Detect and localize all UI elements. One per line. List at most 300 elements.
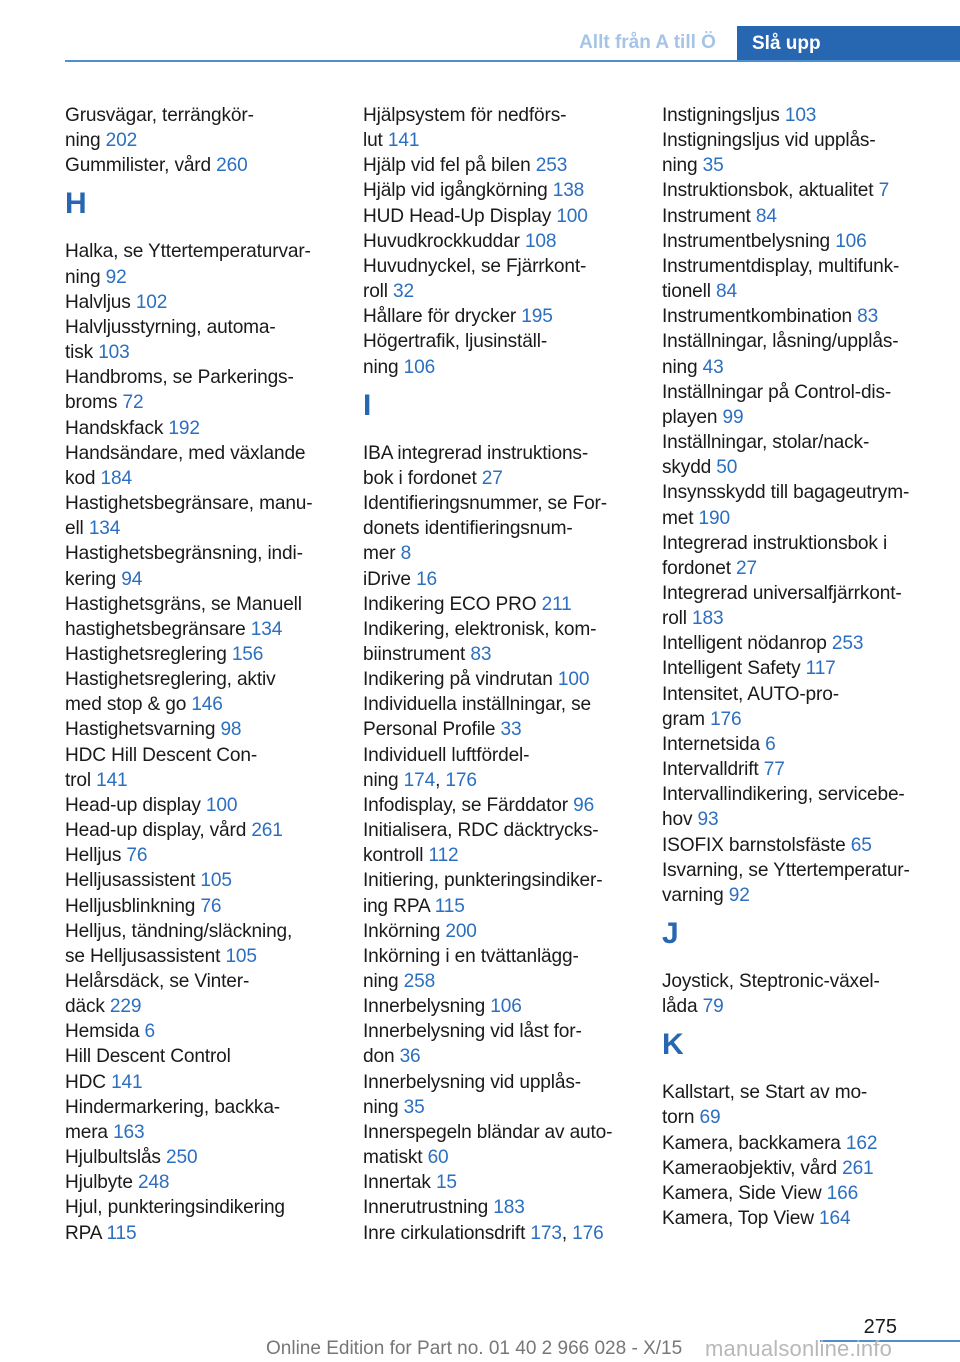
page-reference-link[interactable]: 76 — [200, 895, 222, 917]
index-entry — [662, 455, 948, 480]
page-reference-link[interactable]: 253 — [831, 633, 864, 655]
index-entry — [363, 919, 649, 944]
index-entry — [662, 556, 948, 581]
index-term: hov — [662, 809, 693, 831]
page-reference-link[interactable]: 106 — [403, 356, 436, 378]
page-reference-link[interactable]: 92 — [105, 266, 127, 288]
index-entry — [662, 204, 948, 229]
index-entry — [363, 1095, 649, 1120]
page-reference-link[interactable]: 105 — [200, 870, 232, 892]
index-term: Instrumentkombination — [662, 306, 853, 328]
index-entry — [65, 103, 351, 128]
index-entry — [363, 592, 649, 617]
index-entry — [65, 969, 351, 994]
index-entry — [363, 304, 649, 329]
index-term: Grusvägar, terrängkör- — [65, 105, 254, 126]
index-entry — [65, 416, 351, 441]
index-entry — [65, 365, 351, 390]
index-term: Hastighetsreglering, aktiv — [65, 669, 276, 691]
index-term: broms — [65, 392, 118, 414]
index-term: ning — [65, 266, 101, 288]
index-entry — [363, 355, 649, 380]
index-entry — [65, 743, 351, 768]
index-term: Högertrafik, ljusinställ- — [363, 331, 548, 353]
index-term: lut — [363, 130, 383, 152]
page-reference-link[interactable]: 174 — [403, 769, 436, 791]
index-entry — [662, 329, 948, 354]
index-term: Handskfack — [65, 417, 164, 439]
page-reference-link[interactable]: 77 — [763, 759, 785, 781]
index-term: kod — [65, 467, 96, 489]
page-reference-link[interactable]: 229 — [109, 996, 142, 1018]
index-term: Hjälp vid igångkörning — [363, 180, 548, 202]
index-term: roll — [662, 608, 687, 630]
index-entry — [363, 1070, 649, 1095]
page-reference-link[interactable]: 100 — [556, 205, 588, 227]
index-entry — [662, 229, 948, 254]
index-entry — [662, 355, 948, 380]
index-term: Personal Profile — [363, 719, 496, 741]
page-reference-link[interactable]: 103 — [784, 105, 817, 126]
index-term: Hill Descent Control — [65, 1046, 231, 1068]
page-reference-link[interactable]: 50 — [716, 457, 738, 479]
index-entry — [65, 315, 351, 340]
page-reference-link[interactable]: 176 — [572, 1222, 604, 1244]
index-entry — [65, 153, 351, 178]
index-entry — [363, 743, 649, 768]
index-term: Individuella inställningar, se — [363, 694, 591, 716]
index-entry — [363, 617, 649, 642]
page-reference-link[interactable]: 35 — [702, 155, 724, 177]
index-term: Kameraobjektiv, vård — [662, 1157, 837, 1179]
index-term: don — [363, 1046, 395, 1068]
page-reference-link[interactable]: 100 — [205, 794, 238, 816]
index-entry — [65, 868, 351, 893]
page-reference-link[interactable]: 173 — [530, 1222, 562, 1244]
index-term: RPA — [65, 1222, 102, 1244]
index-term: Innerbelysning — [363, 996, 486, 1018]
index-term: Head-up display, vård — [65, 820, 247, 842]
index-term: Innerutrustning — [363, 1197, 489, 1219]
index-entry — [65, 466, 351, 491]
index-entry — [662, 1105, 948, 1130]
index-term: ISOFIX barnstolsfäste — [662, 834, 846, 856]
index-entry — [65, 617, 351, 642]
index-column-1 — [65, 103, 351, 1246]
index-term: Instrument — [662, 205, 751, 227]
page-reference-link[interactable]: 27 — [481, 467, 503, 489]
index-term: ning — [363, 971, 399, 992]
page-reference-link[interactable]: 190 — [698, 507, 730, 529]
page-reference-link[interactable]: 115 — [106, 1222, 137, 1244]
index-entry — [662, 883, 948, 908]
index-term: Innerspegeln bländar av auto- — [363, 1121, 613, 1143]
index-term: Inställningar, stolar/nack- — [662, 432, 870, 454]
page-reference-link[interactable]: 65 — [850, 834, 872, 856]
index-entry — [363, 894, 649, 919]
index-term: tisk — [65, 342, 94, 364]
index-term: donets identifieringsnum- — [363, 518, 573, 540]
index-entry — [65, 1019, 351, 1044]
index-term: Inställningar, låsning/upplås- — [662, 331, 899, 353]
page-reference-link[interactable]: 8 — [400, 543, 412, 565]
index-term: IBA integrerad instruktions- — [363, 442, 589, 464]
index-term: Huvudkrockkuddar — [363, 230, 520, 252]
index-term: Helljus — [65, 845, 122, 867]
index-entry — [363, 466, 649, 491]
index-entry — [65, 1044, 351, 1069]
index-entry — [662, 103, 948, 128]
page-reference-link[interactable]: 200 — [445, 920, 477, 942]
index-term: skydd — [662, 457, 712, 479]
index-term: playen — [662, 406, 718, 428]
page-reference-link[interactable]: 27 — [736, 557, 757, 579]
index-column-3 — [662, 103, 948, 1231]
page-reference-link[interactable]: 202 — [105, 130, 138, 152]
page-reference-link[interactable]: 7 — [878, 180, 890, 202]
index-term: Inställningar på Control-dis- — [662, 381, 892, 403]
index-term: Innertak — [363, 1172, 431, 1194]
page-reference-link[interactable]: 164 — [819, 1208, 851, 1230]
index-term: Kamera, Side View — [662, 1182, 822, 1204]
index-term: Helljus, tändning/släckning, — [65, 920, 293, 942]
page-reference-link[interactable]: 83 — [857, 306, 879, 328]
page-reference-link[interactable]: 176 — [710, 708, 742, 730]
index-term: Intelligent Safety — [662, 658, 801, 680]
index-entry — [363, 1044, 649, 1069]
page-reference-link[interactable]: 105 — [225, 945, 257, 967]
header-rule — [65, 60, 960, 62]
page-reference-link[interactable]: 93 — [697, 809, 719, 831]
index-term: gram — [662, 708, 705, 730]
index-entry — [363, 178, 649, 203]
page-reference-link[interactable]: 162 — [845, 1132, 878, 1154]
index-entry — [363, 793, 649, 818]
index-term: Hjulbyte — [65, 1172, 133, 1194]
index-entry — [65, 340, 351, 365]
index-entry — [65, 994, 351, 1019]
page-reference-link[interactable]: 250 — [166, 1147, 198, 1169]
page-reference-link[interactable]: 261 — [842, 1157, 874, 1179]
page-reference-link[interactable]: 138 — [552, 180, 585, 202]
index-term: Kamera, backkamera — [662, 1132, 841, 1154]
page-reference-link[interactable]: 261 — [251, 820, 283, 842]
index-term: Initialisera, RDC däcktrycks- — [363, 820, 599, 842]
index-entry — [65, 1120, 351, 1145]
index-entry — [662, 707, 948, 732]
index-term: HUD Head-Up Display — [363, 205, 552, 227]
page-reference-link[interactable]: 16 — [416, 568, 438, 590]
index-term: Inkörning — [363, 920, 441, 942]
index-term: låda — [662, 996, 698, 1018]
index-entry — [65, 592, 351, 617]
index-entry — [662, 1131, 948, 1156]
index-letter-heading: H — [65, 187, 87, 221]
index-term: Initiering, punkteringsindiker- — [363, 870, 603, 892]
index-term: Indikering ECO PRO — [363, 593, 537, 615]
index-term: Indikering på vindrutan — [363, 669, 553, 691]
index-entry — [363, 229, 649, 254]
page-reference-link[interactable]: 43 — [702, 356, 724, 378]
index-entry: Inre cirkulationsdrift 173, 176 — [363, 1222, 604, 1244]
index-term: kering — [65, 568, 117, 590]
index-term: Inre cirkulationsdrift — [363, 1222, 526, 1244]
index-term: HDC — [65, 1071, 106, 1093]
index-letter-heading: J — [662, 917, 679, 950]
index-term: met — [662, 507, 694, 529]
index-entry — [363, 204, 649, 229]
page-reference-link[interactable]: 195 — [521, 306, 553, 328]
index-term: Innerbelysning vid låst for- — [363, 1021, 582, 1043]
index-term: Instrumentbelysning — [662, 230, 831, 252]
index-entry — [363, 441, 649, 466]
index-column-2 — [363, 103, 649, 1246]
page-reference-link[interactable]: 258 — [403, 971, 436, 992]
index-term: Gummilister, vård — [65, 155, 211, 177]
index-term: Handsändare, med växlande — [65, 442, 306, 464]
index-term: trol — [65, 769, 91, 791]
index-entry — [363, 541, 649, 566]
index-entry — [65, 843, 351, 868]
index-term: hastighetsbegränsare — [65, 618, 246, 640]
index-entry — [65, 239, 351, 264]
index-entry — [662, 994, 948, 1019]
index-term: bok i fordonet — [363, 467, 477, 489]
page-reference-link[interactable]: 183 — [493, 1197, 525, 1219]
index-entry — [662, 656, 948, 681]
index-entry — [662, 279, 948, 304]
index-entry — [65, 642, 351, 667]
page-reference-link[interactable]: 102 — [135, 291, 168, 313]
page-reference-link[interactable]: 99 — [722, 406, 744, 428]
index-term: Identifieringsnummer, se For- — [363, 493, 607, 515]
index-term: kontroll — [363, 845, 424, 867]
page-reference-link[interactable]: 112 — [428, 845, 459, 867]
page-reference-link[interactable]: 134 — [88, 518, 121, 540]
index-term: med stop & go — [65, 694, 187, 716]
index-term: Intelligent nödanrop — [662, 633, 827, 655]
index-term: Hastighetsbegränsning, indi- — [65, 543, 303, 565]
index-term: Halvljusstyrning, automa- — [65, 316, 276, 338]
index-entry — [65, 1145, 351, 1170]
page-reference-link[interactable]: 79 — [702, 996, 724, 1018]
index-entry — [363, 868, 649, 893]
index-entry — [662, 833, 948, 858]
page-reference-link[interactable]: 69 — [699, 1107, 721, 1129]
index-term: Hjälp vid fel på bilen — [363, 155, 531, 177]
index-term: Intervallindikering, servicebe- — [662, 784, 905, 806]
index-term: Hjälpsystem för nedförs- — [363, 105, 567, 126]
index-entry — [363, 642, 649, 667]
index-entry — [65, 894, 351, 919]
page-reference-link[interactable]: 184 — [100, 467, 132, 489]
index-term: matiskt — [363, 1147, 423, 1169]
index-entry — [65, 567, 351, 592]
page-reference-link[interactable]: 211 — [541, 593, 572, 615]
index-entry — [363, 128, 649, 153]
page-reference-link[interactable]: 141 — [96, 769, 128, 791]
page-reference-link[interactable]: 76 — [126, 845, 148, 867]
page-reference-link[interactable]: 141 — [387, 130, 420, 152]
index-term: Integrerad universalfjärrkont- — [662, 582, 902, 604]
page-reference-link[interactable]: 248 — [137, 1172, 170, 1194]
index-term: Head-up display — [65, 794, 201, 816]
index-entry — [363, 279, 649, 304]
index-term: tionell — [662, 281, 711, 303]
page-reference-link[interactable]: 146 — [191, 694, 223, 716]
page-reference-link[interactable]: 6 — [144, 1021, 155, 1043]
page-reference-link[interactable]: 60 — [427, 1147, 449, 1169]
index-term: Kamera, Top View — [662, 1208, 814, 1230]
index-entry — [65, 692, 351, 717]
index-letter-heading: K — [662, 1028, 684, 1062]
index-entry — [65, 919, 351, 944]
index-term: HDC Hill Descent Con- — [65, 744, 258, 766]
index-term: mer — [363, 543, 396, 565]
index-term: Huvudnyckel, se Fjärrkont- — [363, 255, 587, 277]
index-term: Innerbelysning vid upplås- — [363, 1071, 581, 1093]
index-entry — [65, 1195, 351, 1220]
index-entry — [65, 818, 351, 843]
index-term: se Helljusassistent — [65, 945, 221, 967]
page-reference-link[interactable]: 117 — [805, 658, 836, 680]
index-entry — [363, 1120, 649, 1145]
index-term: Hjulbultslås — [65, 1147, 161, 1169]
page-number: 275 — [863, 1316, 897, 1338]
page-reference-link[interactable]: 92 — [728, 884, 750, 906]
index-entry — [662, 782, 948, 807]
index-entry — [363, 843, 649, 868]
index-entry — [662, 178, 948, 203]
tab-look-up[interactable]: Slå upp — [737, 26, 960, 61]
index-term: Helårsdäck, se Vinter- — [65, 971, 250, 992]
index-term: ning — [363, 769, 399, 791]
index-entry — [662, 128, 948, 153]
page-reference-link[interactable]: 35 — [403, 1096, 425, 1118]
index-entry — [65, 390, 351, 415]
index-entry — [363, 1145, 649, 1170]
index-term: Kallstart, se Start av mo- — [662, 1082, 868, 1104]
index-term: Hemsida — [65, 1021, 140, 1043]
page-reference-link[interactable]: 183 — [692, 608, 724, 630]
section-title: Allt från A till Ö — [579, 32, 716, 53]
page-reference-link[interactable]: 141 — [111, 1071, 143, 1093]
index-term: Inkörning i en tvättanlägg- — [363, 945, 579, 967]
page-reference-link[interactable]: 253 — [535, 155, 568, 177]
page-reference-link[interactable]: 115 — [434, 895, 465, 917]
index-term: Helljusassistent — [65, 870, 196, 892]
index-entry — [65, 491, 351, 516]
index-term: ell — [65, 518, 84, 540]
index-term: Hållare för drycker — [363, 306, 517, 328]
index-term: Helljusblinkning — [65, 895, 196, 917]
index-entry — [662, 1156, 948, 1181]
index-entry — [363, 254, 649, 279]
index-term: Instrumentdisplay, multifunk- — [662, 255, 900, 277]
page-reference-link[interactable]: 15 — [435, 1172, 457, 1194]
page-reference-link[interactable]: 260 — [216, 155, 248, 177]
index-term: ing RPA — [363, 895, 430, 917]
index-entry — [65, 944, 351, 969]
index-entry — [662, 1080, 948, 1105]
index-term: Internetsida — [662, 733, 760, 755]
index-entry — [65, 516, 351, 541]
page-reference-link[interactable]: 96 — [573, 794, 595, 816]
index-entry: ning 174, 176 — [363, 769, 477, 791]
index-entry — [363, 153, 649, 178]
page-reference-link[interactable]: 156 — [231, 643, 264, 665]
page-reference-link[interactable]: 100 — [557, 669, 590, 691]
index-entry — [662, 405, 948, 430]
index-entry — [363, 717, 649, 742]
index-term: Individuell luftfördel- — [363, 744, 530, 766]
page-reference-link[interactable]: 94 — [121, 568, 143, 590]
page-reference-link[interactable]: 33 — [500, 719, 522, 741]
index-term: Hastighetsbegränsare, manu- — [65, 493, 313, 515]
page-reference-link[interactable]: 72 — [122, 392, 144, 414]
page-reference-link[interactable]: 6 — [765, 733, 776, 755]
page-reference-link[interactable]: 176 — [445, 769, 477, 791]
index-entry — [65, 1221, 351, 1246]
index-term: roll — [363, 281, 388, 303]
index-term: Halvljus — [65, 291, 131, 313]
index-entry — [662, 304, 948, 329]
index-entry — [363, 994, 649, 1019]
index-entry — [662, 1181, 948, 1206]
page-reference-link[interactable]: 36 — [399, 1046, 421, 1068]
index-term: ning — [363, 1096, 399, 1118]
index-term: Integrerad instruktionsbok i — [662, 532, 888, 554]
index-entry — [662, 732, 948, 757]
index-entry — [662, 153, 948, 178]
index-entry — [65, 793, 351, 818]
page-reference-link[interactable]: 84 — [755, 205, 777, 227]
page-reference-link[interactable]: 84 — [716, 281, 737, 303]
index-entry — [65, 441, 351, 466]
index-entry — [662, 969, 948, 994]
index-term: iDrive — [363, 568, 411, 590]
index-term: varning — [662, 884, 724, 906]
site-watermark: manualsonline.info — [705, 1336, 893, 1361]
page-reference-link[interactable]: 166 — [826, 1182, 859, 1204]
page-reference-link[interactable]: 103 — [98, 342, 130, 364]
index-entry — [363, 103, 649, 128]
page-reference-link[interactable]: 32 — [393, 281, 414, 303]
index-entry — [363, 667, 649, 692]
index-entry — [662, 506, 948, 531]
index-entry — [65, 667, 351, 692]
index-term: ning — [662, 356, 698, 378]
index-term: Instruktionsbok, aktualitet — [662, 180, 874, 202]
index-term: Isvarning, se Yttertemperatur- — [662, 859, 910, 881]
page-reference-link[interactable]: 83 — [470, 643, 492, 665]
page-reference-link[interactable]: 134 — [250, 618, 283, 640]
index-term: Intervalldrift — [662, 759, 759, 781]
page-reference-link[interactable]: 108 — [524, 230, 557, 252]
index-term: däck — [65, 996, 105, 1018]
index-term: Infodisplay, se Färddator — [363, 794, 568, 816]
page-reference-link[interactable]: 192 — [168, 417, 200, 439]
page-reference-link[interactable]: 163 — [113, 1121, 145, 1143]
index-term: ning — [363, 356, 399, 378]
index-entry — [65, 128, 351, 153]
page-reference-link[interactable]: 98 — [220, 719, 242, 741]
page-reference-link[interactable]: 106 — [835, 230, 867, 252]
index-entry — [662, 531, 948, 556]
index-entry — [662, 631, 948, 656]
page-reference-link[interactable]: 106 — [490, 996, 522, 1018]
index-entry — [662, 807, 948, 832]
